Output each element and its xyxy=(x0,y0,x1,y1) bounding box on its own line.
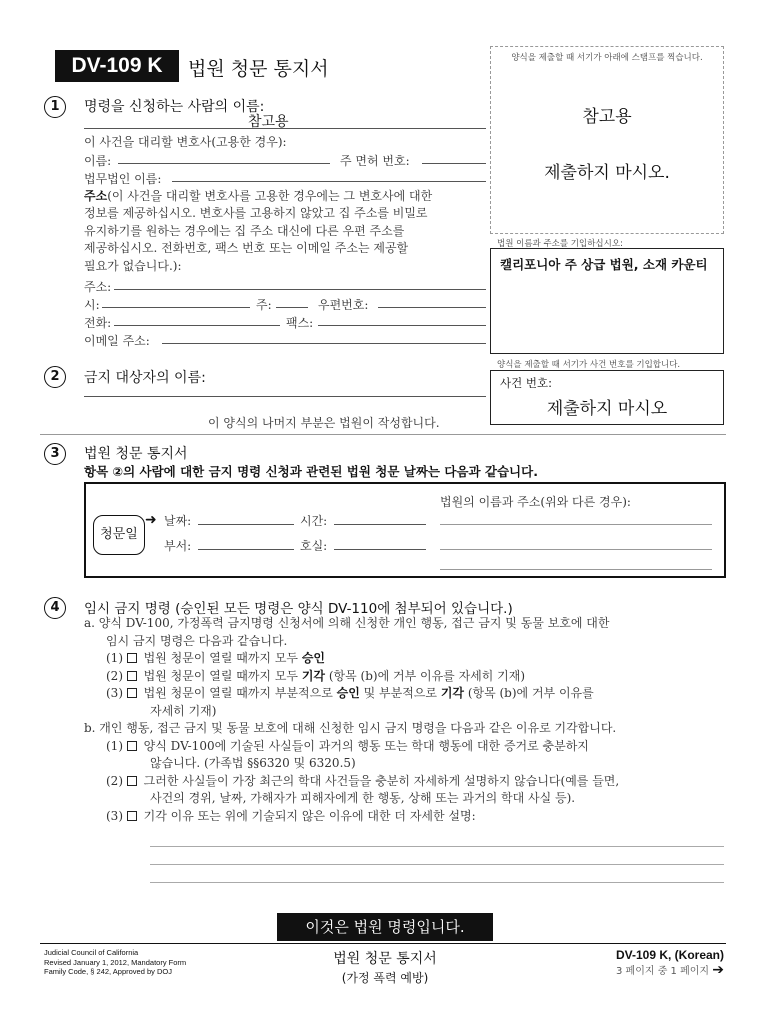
b1-option[interactable] xyxy=(84,738,724,756)
a3-bold-2: 기각 xyxy=(440,686,464,700)
hearing-arrow-icon: ➜ xyxy=(145,512,157,528)
addr-field[interactable] xyxy=(114,289,486,290)
footer-rule xyxy=(40,943,726,944)
a1-bold: 승인 xyxy=(301,651,326,665)
section-1-number: 1 xyxy=(44,96,66,118)
section-3-subheading: 항목 ②의 사람에 대한 금지 명령 신청과 관련된 법원 청문 날짜는 다음과 같습니다. xyxy=(84,464,538,479)
reason-line-3[interactable] xyxy=(150,882,724,883)
form-id-badge: DV-109 K xyxy=(55,50,179,82)
a1-num: (1) xyxy=(106,651,123,665)
lawyer-name-field[interactable] xyxy=(118,163,330,164)
a3-option[interactable] xyxy=(84,685,724,703)
room-field[interactable] xyxy=(334,549,426,550)
petitioner-name-value: 참고용 xyxy=(248,114,289,130)
time-label: 시간: xyxy=(300,514,328,528)
bar-number-field[interactable] xyxy=(422,163,486,164)
a3-checkbox[interactable] xyxy=(127,688,137,698)
b3-checkbox[interactable] xyxy=(127,811,137,821)
case-value: 제출하지 마시오 xyxy=(546,399,668,419)
address-instructions xyxy=(84,188,490,275)
bar-number-label: 주 면허 번호: xyxy=(340,154,410,168)
petitioner-name-line[interactable] xyxy=(84,128,486,129)
footer-page-text: 3 페이지 중 1 페이지 xyxy=(616,966,710,977)
court-address-label: 법원의 이름과 주소(위와 다른 경우): xyxy=(440,495,631,509)
a2-tail: (항목 (b)에 거부 이유를 자세히 기재) xyxy=(325,668,526,683)
a3-text: 법원 청문이 열릴 때까지 부분적으로 xyxy=(143,686,337,700)
footer-center-sub: (가정 폭력 예방) xyxy=(341,971,429,985)
room-label: 호실: xyxy=(300,539,328,553)
date-label: 날짜: xyxy=(164,514,192,528)
phone-field[interactable] xyxy=(114,325,280,326)
section-4-number: 4 xyxy=(44,597,66,619)
city-field[interactable] xyxy=(102,307,250,308)
lawyer-label: 이 사건을 대리할 변호사(고용한 경우): xyxy=(84,135,287,149)
section-3-number: 3 xyxy=(44,443,66,465)
a2-bold: 기각 xyxy=(301,668,326,683)
court-address-line-3[interactable] xyxy=(440,569,712,570)
court-address-line-1[interactable] xyxy=(440,524,712,525)
hearing-date-tag: 청문일 xyxy=(93,515,145,555)
restrained-name-line[interactable] xyxy=(84,396,486,397)
stamp-note: 양식을 제출할 때 서기가 아래에 스탬프를 찍습니다. xyxy=(511,53,703,63)
footer-center xyxy=(270,948,500,986)
a2-num: (2) xyxy=(106,668,123,683)
b3-num: (3) xyxy=(106,808,123,823)
b3-line-1: 기각 이유 또는 위에 기술되지 않은 이유에 대한 더 자세한 설명: xyxy=(143,808,476,823)
section-2-number: 2 xyxy=(44,366,66,388)
case-label: 사건 번호: xyxy=(500,376,552,390)
address-text-5: 필요가 없습니다.): xyxy=(84,258,182,273)
a2-option[interactable] xyxy=(84,668,724,686)
a2-text: 법원 청문이 열릴 때까지 모두 xyxy=(143,668,302,683)
a-line-2: 임시 금지 명령은 다음과 같습니다. xyxy=(106,633,288,648)
a3-bold-1: 승인 xyxy=(336,686,360,700)
stamp-line-2: 제출하지 마시오. xyxy=(544,163,670,183)
b2-num: (2) xyxy=(106,773,123,788)
address-text-3: 유지하기를 원하는 경우에는 집 주소 대신에 다른 우편 주소를 xyxy=(84,223,405,238)
footer-left-3: Family Code, § 242, Approved by DOJ xyxy=(44,967,172,976)
next-page-arrow-icon: ➔ xyxy=(712,962,724,978)
b1-line-2: 않습니다. (가족법 §§6320 및 6320.5) xyxy=(150,756,356,770)
state-label: 주: xyxy=(256,298,272,312)
section-1-heading: 명령을 신청하는 사람의 이름: xyxy=(84,99,265,115)
footer-right xyxy=(540,948,724,978)
b2-line-1: 그러한 사실들이 가장 최근의 학대 사건들을 충분히 자세하게 설명하지 않습니다(예를 들면, xyxy=(143,773,620,788)
court-label: 법원 이름과 주소를 기입하십시오: xyxy=(497,239,623,249)
section-3-heading: 법원 청문 통지서 xyxy=(84,446,188,462)
zip-label: 우편번호: xyxy=(318,298,369,312)
email-label: 이메일 주소: xyxy=(84,334,150,348)
reason-line-1[interactable] xyxy=(150,846,724,847)
b1-num: (1) xyxy=(106,738,123,753)
dept-label: 부서: xyxy=(164,539,192,553)
firm-field[interactable] xyxy=(172,181,486,182)
a1-checkbox[interactable] xyxy=(127,653,137,663)
a3-tail: (항목 (b)에 거부 이유를 xyxy=(464,686,594,700)
phone-label: 전화: xyxy=(84,316,112,330)
a3-line-2: 자세히 기재) xyxy=(150,703,217,718)
city-label: 시: xyxy=(84,298,100,312)
footer-page xyxy=(540,962,724,978)
footer-left xyxy=(44,948,186,977)
b2-checkbox[interactable] xyxy=(127,776,137,786)
footer-center-title: 법원 청문 통지서 xyxy=(333,951,437,967)
b2-line-2: 사건의 경위, 날짜, 가해자가 피해자에게 한 행동, 상해 또는 과거의 학대 사실 등). xyxy=(150,791,576,805)
a1-text: 법원 청문이 열릴 때까지 모두 xyxy=(143,651,302,665)
addr-label: 주소: xyxy=(84,280,112,294)
b2-option[interactable] xyxy=(84,773,724,791)
section-4-heading: 임시 금지 명령 (승인된 모든 명령은 양식 DV-110에 첨부되어 있습니다.) xyxy=(84,601,513,617)
section-divider xyxy=(40,434,726,435)
a1-option[interactable] xyxy=(84,650,724,668)
time-field[interactable] xyxy=(334,524,426,525)
dept-field[interactable] xyxy=(198,549,294,550)
address-text-4: 제공하십시오. 전화번호, 팩스 번호 또는 이메일 주소는 제공할 xyxy=(84,241,409,256)
fax-field[interactable] xyxy=(318,325,486,326)
case-note: 양식을 제출할 때 서기가 사건 번호를 기입합니다. xyxy=(497,360,681,370)
date-field[interactable] xyxy=(198,524,294,525)
a3-mid: 및 부분적으로 xyxy=(359,686,441,700)
firm-label: 법무법인 이름: xyxy=(84,172,162,186)
a2-checkbox[interactable] xyxy=(127,671,137,681)
court-completes-note: 이 양식의 나머지 부분은 법원이 작성합니다. xyxy=(208,416,440,430)
b-line-1: b. 개인 행동, 접근 금지 및 동물 보호에 대해 신청한 임시 금지 명령을 다음과 같은 이유로 기각합니다. xyxy=(84,721,617,735)
footer-form-id: DV-109 K, (Korean) xyxy=(615,948,724,962)
address-text-2: 정보를 제공하십시오. 변호사를 고용하지 않았고 집 주소를 비밀로 xyxy=(84,206,428,221)
fax-label: 팩스: xyxy=(286,316,314,330)
court-name: 캘리포니아 주 상급 법원, 소재 카운티 xyxy=(500,257,708,272)
a3-num: (3) xyxy=(106,686,123,700)
b3-option[interactable] xyxy=(84,808,724,826)
footer-left-2: Revised January 1, 2012, Mandatory Form xyxy=(44,957,187,967)
address-text-1: (이 사건을 대리할 변호사를 고용한 경우에는 그 변호사에 대한 xyxy=(107,189,433,203)
court-order-banner: 이것은 법원 명령입니다. xyxy=(277,913,493,941)
address-bold-label: 주소 xyxy=(84,189,108,203)
footer-left-1: Judicial Council of California xyxy=(44,948,139,957)
state-field[interactable] xyxy=(276,307,308,308)
b1-line-1: 양식 DV-100에 기술된 사실들이 과거의 행동 또는 학대 행동에 대한 증거로 충분하지 xyxy=(143,738,589,753)
court-address-line-2[interactable] xyxy=(440,549,712,550)
lawyer-name-label: 이름: xyxy=(84,154,112,168)
reason-line-2[interactable] xyxy=(150,864,724,865)
section-4a xyxy=(84,615,724,825)
clerk-stamp-area xyxy=(490,46,724,234)
zip-field[interactable] xyxy=(378,307,486,308)
a-line-1: a. 양식 DV-100, 가정폭력 금지명령 신청서에 의해 신청한 개인 행동, 접근 금지 및 동물 보호에 대한 xyxy=(84,616,610,630)
section-2-heading: 금지 대상자의 이름: xyxy=(84,370,206,386)
email-field[interactable] xyxy=(162,343,486,344)
form-title: 법원 청문 통지서 xyxy=(188,58,329,80)
b1-checkbox[interactable] xyxy=(127,741,137,751)
stamp-line-1: 참고용 xyxy=(582,107,632,127)
